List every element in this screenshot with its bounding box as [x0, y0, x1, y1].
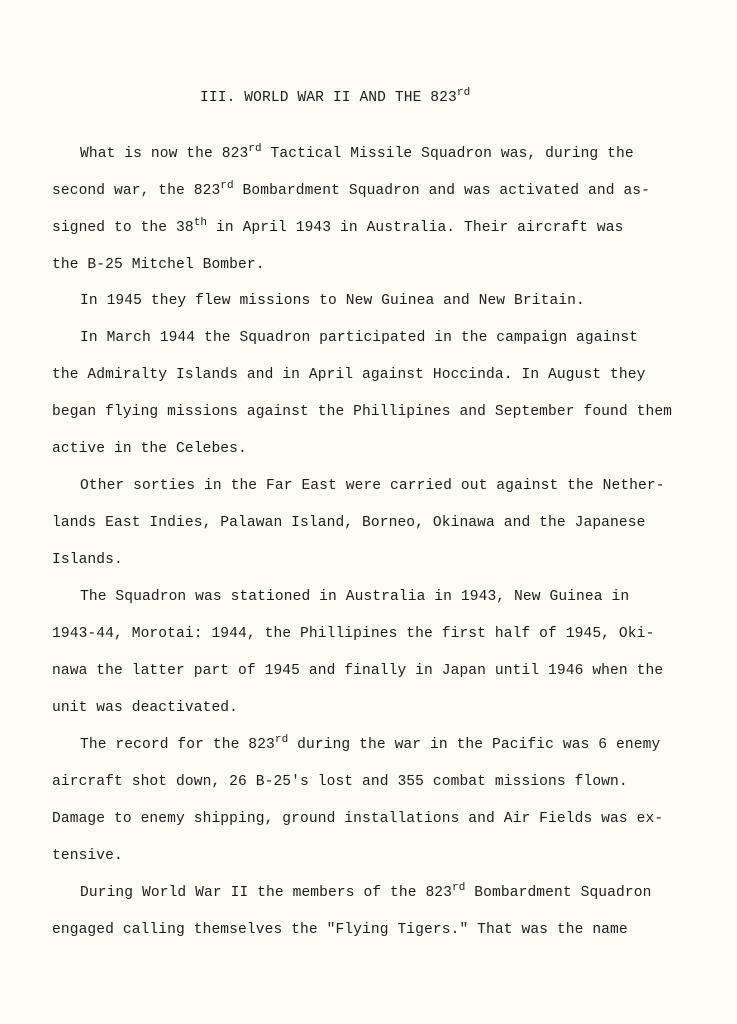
text-segment: Tactical Missile Squadron was, during the — [261, 146, 634, 162]
text-line — [52, 772, 628, 792]
text-line — [80, 328, 638, 348]
text-segment: tensive. — [52, 848, 123, 864]
text-line — [52, 255, 265, 275]
text-line — [52, 402, 672, 422]
text-segment: During World War II the members of the 823 — [80, 885, 453, 901]
text-segment: active in the Celebes. — [52, 441, 247, 457]
text-line — [80, 291, 585, 311]
text-segment: What is now the 823 — [80, 146, 249, 162]
text-segment: during the war in the Pacific was 6 enemy — [288, 737, 661, 753]
text-line — [52, 550, 123, 570]
text-line — [52, 846, 123, 866]
text-line — [80, 144, 634, 164]
text-line — [52, 661, 663, 681]
text-superscript: rd — [248, 143, 262, 155]
section-title-superscript: rd — [456, 87, 471, 99]
text-superscript: rd — [452, 882, 466, 894]
text-segment: nawa the latter part of 1945 and finally in Japan until 1946 when the — [52, 663, 664, 679]
text-superscript: rd — [274, 734, 289, 746]
text-line — [52, 181, 650, 201]
text-segment: in April 1943 in Australia. Their aircraft was — [207, 220, 624, 236]
text-line — [80, 735, 660, 755]
text-line — [52, 365, 645, 385]
text-segment: unit was deactivated. — [52, 700, 239, 716]
text-line — [52, 439, 247, 459]
text-line — [80, 883, 651, 903]
text-segment: signed to the 38 — [52, 220, 194, 236]
text-segment: the B-25 Mitchel Bomber. — [52, 257, 265, 273]
text-superscript: th — [193, 217, 208, 229]
text-segment: Damage to enemy shipping, ground installations and Air Fields was ex- — [52, 811, 664, 827]
text-segment: 1943-44, Morotai: 1944, the Phillipines the first half of 1945, Oki- — [52, 626, 655, 642]
text-line — [80, 476, 665, 496]
text-line — [80, 587, 629, 607]
text-line — [52, 920, 628, 940]
text-segment: engaged calling themselves the "Flying Tigers." That was the name — [52, 922, 628, 938]
text-segment: In 1945 they flew missions to New Guinea and New Britain. — [80, 293, 585, 309]
text-segment: Other sorties in the Far East were carried out against the Nether- — [80, 478, 665, 494]
text-line — [52, 809, 663, 829]
text-segment: Bombardment Squadron and was activated and as- — [233, 183, 651, 199]
text-superscript: rd — [220, 180, 234, 192]
text-segment: In March 1944 the Squadron participated in the campaign against — [80, 330, 639, 346]
text-line — [52, 513, 645, 533]
text-segment: The record for the 823 — [80, 737, 275, 753]
section-title-text: III. WORLD WAR II AND THE 823 — [200, 90, 457, 106]
text-segment: aircraft shot down, 26 B-25's lost and 355 combat missions flown. — [52, 774, 628, 790]
text-line — [52, 698, 238, 718]
text-segment: the Admiralty Islands and in April against Hoccinda. In August they — [52, 367, 646, 383]
text-line — [52, 624, 654, 644]
text-segment: The Squadron was stationed in Australia in 1943, New Guinea in — [80, 589, 630, 605]
text-segment: second war, the 823 — [52, 183, 221, 199]
text-segment: Bombardment Squadron — [465, 885, 652, 901]
text-segment: Islands. — [52, 552, 123, 568]
text-line — [52, 218, 623, 238]
text-segment: lands East Indies, Palawan Island, Borneo, Okinawa and the Japanese — [52, 515, 646, 531]
section-title — [200, 88, 470, 108]
text-segment: began flying missions against the Phillipines and September found them — [52, 404, 673, 420]
